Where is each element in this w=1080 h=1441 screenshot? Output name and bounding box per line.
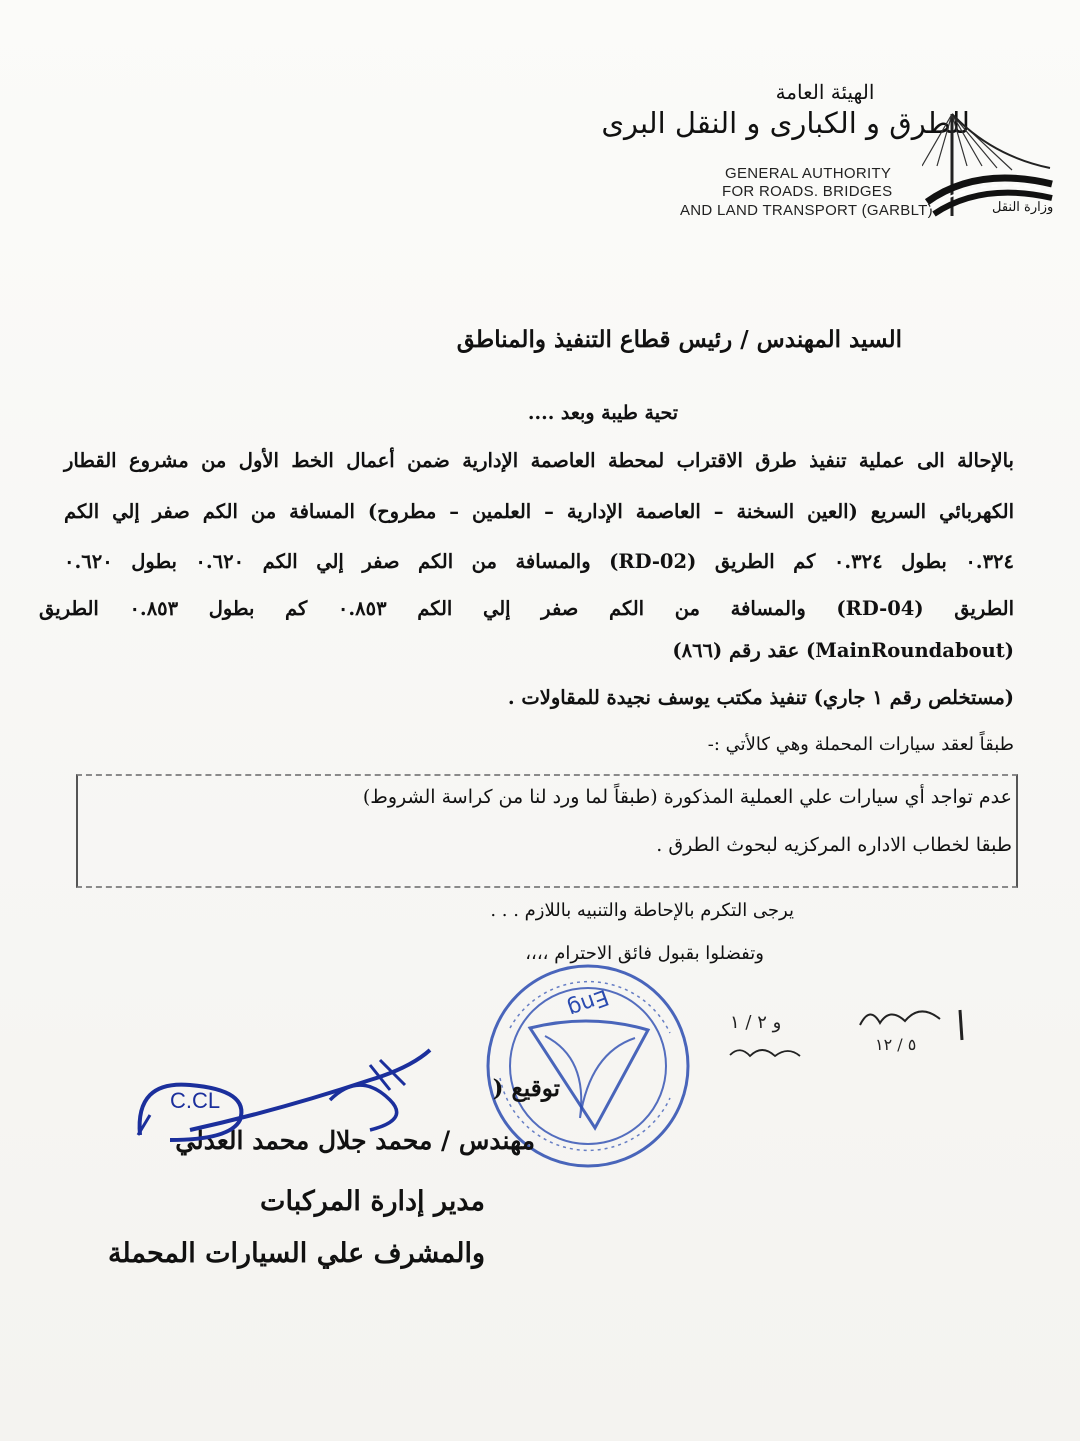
handwritten-date-right: ٥ / ١٢ (875, 1035, 917, 1054)
authority-arabic-line1: الهيئة العامة (775, 80, 875, 104)
signatory-title-2: والمشرف علي السيارات المحملة (107, 1238, 485, 1269)
body-line: (MainRoundabout) عقد رقم (٨٦٦) (672, 639, 1014, 662)
body-line: طبقاً لعقد سيارات المحملة وهي كالأتي :- (707, 734, 1014, 755)
body-line: ٠.٣٢٤ بطول ٠.٣٢٤ كم الطريق (RD-02) والمسافة من الكم صفر إلي الكم ٠.٦٢٠ بطول ٠.٦٢٠ (64, 550, 1014, 573)
ministry-label: وزارة النقل (992, 200, 1054, 215)
stamp-text: Eng (563, 983, 612, 1022)
signatory-title: مدير إدارة المركبات (260, 1186, 485, 1217)
handwritten-annotation-right (850, 995, 980, 1065)
notice-line: طبقا لخطاب الاداره المركزيه لبحوث الطرق . (656, 834, 1012, 856)
body-line: بالإحالة الى عملية تنفيذ طرق الاقتراب لمحطة العاصمة الإدارية ضمن أعمال الخط الأول من مشروع القطار (64, 449, 1014, 472)
signature-label: توقيع ( (492, 1075, 560, 1102)
authority-english-line1: GENERAL AUTHORITY (725, 165, 892, 182)
greeting: تحية طيبة وبعد .... (527, 402, 678, 424)
authority-english-line3: AND LAND TRANSPORT (GARBLT) (680, 202, 933, 219)
addressee: السيد المهندس / رئيس قطاع التنفيذ والمناطق (456, 326, 902, 353)
notice-line: عدم تواجد أي سيارات علي العملية المذكورة (طبقاً لما ورد لنا من كراسة الشروط) (362, 786, 1012, 808)
body-line: (مستخلص رقم ١ جاري) تنفيذ مكتب يوسف نجيدة للمقاولات . (507, 686, 1014, 709)
handwritten-annotation-mid (720, 1010, 825, 1070)
signatory-name: مهندس / محمد جلال محمد العدلي (175, 1126, 535, 1155)
letterhead (601, 70, 1055, 230)
authority-english-line2: FOR ROADS. BRIDGES (722, 183, 893, 200)
signature-initials: C.CL (170, 1088, 221, 1113)
body-line: الطريق (RD-04) والمسافة من الكم صفر إلي الكم ٠.٨٥٣ كم بطول ٠.٨٥٣ الطريق (39, 597, 1015, 620)
body-line: الكهربائي السريع (العين السخنة – العاصمة الإدارية – العلمين – مطروح) المسافة من الكم صفر إلي الكم (64, 500, 1014, 523)
handwritten-date-mid: و ٢ / ١ (730, 1012, 782, 1033)
authority-arabic-line2: للطرق و الكبارى و النقل البرى (601, 106, 970, 140)
closing-regards: وتفضلوا بقبول فائق الاحترام ،،،، (525, 943, 764, 964)
closing-request: يرجى التكرم بالإحاطة والتنبيه باللازم . . . (490, 900, 794, 921)
